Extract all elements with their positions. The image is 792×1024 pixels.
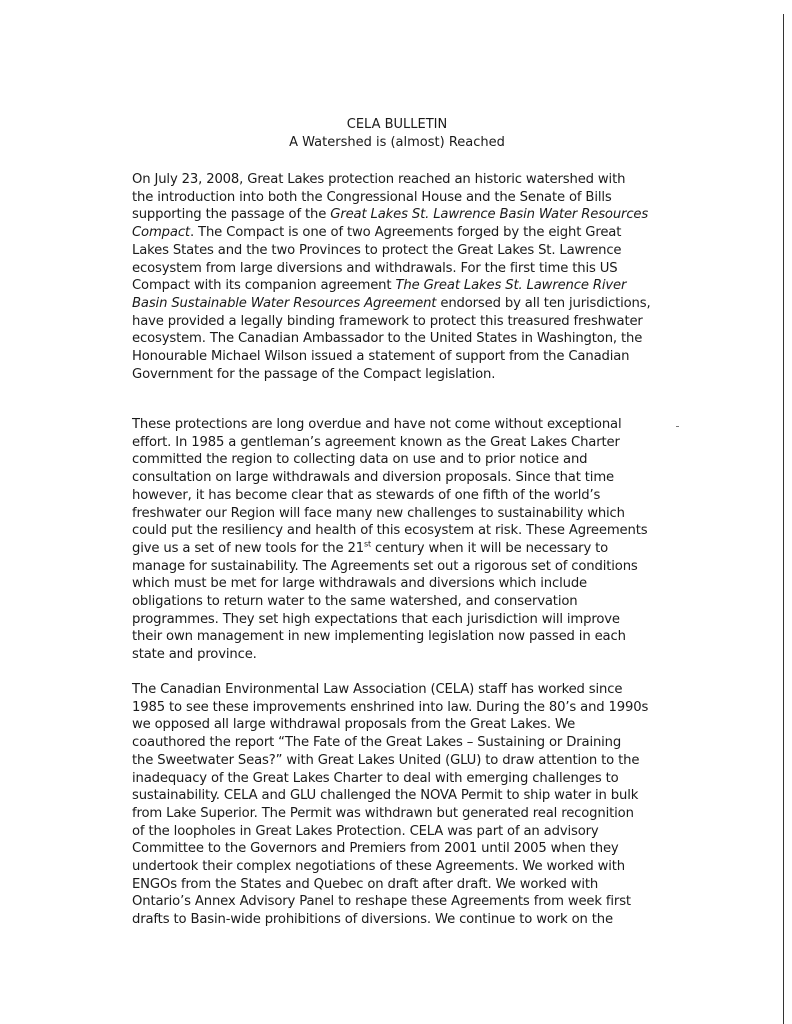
text-run: The Canadian Environmental Law Association (CELA) staff has worked since (132, 682, 623, 697)
text-line (132, 911, 648, 929)
scan-speck (676, 426, 679, 427)
text-run: have provided a legally binding framework to protect this treasured freshwater (132, 313, 643, 329)
text-line (132, 699, 648, 717)
text-run: On July 23, 2008, Great Lakes protection reached an historic watershed with (132, 172, 626, 187)
text-line (132, 505, 647, 523)
text-run: consultation on large withdrawals and diversion proposals. Since that time (132, 470, 614, 486)
text-line (132, 206, 651, 224)
text-line (132, 242, 651, 260)
italic-title: Great Lakes St. Lawrence Basin Water Resources (330, 207, 649, 223)
bulletin-heading: CELA BULLETIN (346, 117, 448, 132)
text-run: century when it will be necessary to (370, 540, 609, 556)
text-line (132, 628, 647, 646)
text-run: we opposed all large withdrawal proposals from the Great Lakes. We (132, 717, 576, 733)
text-run: the Sweetwater Seas?” with Great Lakes United (GLU) to draw attention to the (132, 752, 640, 768)
text-line (132, 805, 648, 823)
text-line (132, 734, 648, 752)
superscript: st (363, 539, 371, 549)
text-line (132, 893, 648, 911)
text-line (132, 716, 648, 734)
text-line (132, 366, 651, 384)
text-run: These protections are long overdue and have not come without exceptional (132, 417, 622, 432)
text-line (132, 575, 647, 593)
text-line (132, 840, 648, 858)
text-run: Ontario’s Annex Advisory Panel to reshape these Agreements from week first (132, 894, 631, 910)
document-page (132, 116, 652, 928)
paragraph-2 (132, 416, 647, 664)
text-line (132, 876, 648, 894)
text-run: inadequacy of the Great Lakes Charter to deal with emerging challenges to (132, 770, 619, 786)
text-line (132, 611, 647, 629)
italic-title: The Great Lakes St. Lawrence River (395, 278, 627, 294)
text-run: Compact with its companion agreement (132, 278, 396, 294)
text-run: give us a set of new tools for the 21 (132, 540, 364, 556)
text-line (132, 681, 648, 699)
text-line (132, 171, 651, 189)
text-run: coauthored the report “The Fate of the Great Lakes – Sustaining or Draining (132, 735, 622, 751)
text-run: drafts to Basin-wide prohibitions of diversions. We continue to work on the (132, 912, 613, 928)
italic-title: Compact (132, 225, 190, 241)
text-run: obligations to return water to the same watershed, and conservation (132, 594, 578, 610)
text-run: their own management in new implementing legislation now passed in each (132, 629, 626, 645)
text-run: freshwater our Region will face many new challenges to sustainability which (132, 505, 625, 521)
text-line (132, 313, 651, 331)
text-run: ENGOs from the States and Quebec on draft after draft. We worked with (132, 876, 599, 892)
text-line (132, 858, 648, 876)
text-line (132, 348, 651, 366)
text-line (132, 451, 647, 469)
text-run: Lakes States and the two Provinces to protect the Great Lakes St. Lawrence (132, 242, 622, 258)
text-line (132, 752, 648, 770)
text-run: . The Compact is one of two Agreements forged by the eight Great (189, 225, 622, 241)
text-run: of the loopholes in Great Lakes Protection. CELA was part of an advisory (132, 823, 599, 839)
paragraph-3 (132, 681, 648, 929)
text-line (132, 416, 647, 434)
text-run: undertook their complex negotiations of these Agreements. We worked with (132, 859, 625, 875)
text-run: supporting the passage of the (132, 207, 331, 223)
bulletin-subheading: A Watershed is (almost) Reached (289, 135, 505, 150)
text-run: state and province. (132, 647, 257, 663)
text-run: endorsed by all ten jurisdictions, (436, 295, 651, 311)
text-run: Honourable Michael Wilson issued a statement of support from the Canadian (132, 349, 630, 365)
text-line (132, 295, 651, 313)
text-run: which must be met for large withdrawals and diversions which include (132, 576, 588, 592)
text-line (132, 770, 648, 788)
text-run: Government for the passage of the Compact legislation. (132, 366, 496, 382)
text-line (132, 277, 651, 295)
text-line (132, 330, 651, 348)
text-line (132, 558, 647, 576)
text-run: however, it has become clear that as stewards of one fifth of the world’s (132, 487, 601, 503)
italic-title: Basin Sustainable Water Resources Agreement (132, 295, 437, 311)
text-line (132, 787, 648, 805)
text-line (132, 189, 651, 207)
text-line (132, 522, 647, 540)
text-run: ecosystem. The Canadian Ambassador to the United States in Washington, the (132, 331, 643, 347)
text-run: Committee to the Governors and Premiers from 2001 until 2005 when they (132, 841, 619, 857)
text-line (132, 487, 647, 505)
text-run: effort. In 1985 a gentleman’s agreement known as the Great Lakes Charter (132, 434, 620, 450)
text-line (132, 224, 651, 242)
text-line (132, 593, 647, 611)
text-run: committed the region to collecting data on use and to prior notice and (132, 452, 588, 468)
text-line (132, 823, 648, 841)
text-run: ecosystem from large diversions and withdrawals. For the first time this US (132, 260, 618, 276)
text-run: programmes. They set high expectations that each jurisdiction will improve (132, 611, 620, 627)
text-run: could put the resiliency and health of this ecosystem at risk. These Agreements (132, 523, 648, 539)
page-edge-line (783, 14, 784, 1024)
text-run: manage for sustainability. The Agreements set out a rigorous set of conditions (132, 558, 638, 574)
text-run: 1985 to see these improvements enshrined into law. During the 80’s and 1990s (132, 699, 649, 715)
text-line (132, 646, 647, 664)
text-run: sustainability. CELA and GLU challenged the NOVA Permit to ship water in bulk (132, 788, 639, 804)
paragraph-1 (132, 171, 651, 383)
text-line (132, 434, 647, 452)
text-line (132, 469, 647, 487)
text-run: the introduction into both the Congressional House and the Senate of Bills (132, 189, 612, 205)
text-line (132, 540, 647, 558)
text-line (132, 260, 651, 278)
text-run: from Lake Superior. The Permit was withdrawn but generated real recognition (132, 805, 634, 821)
